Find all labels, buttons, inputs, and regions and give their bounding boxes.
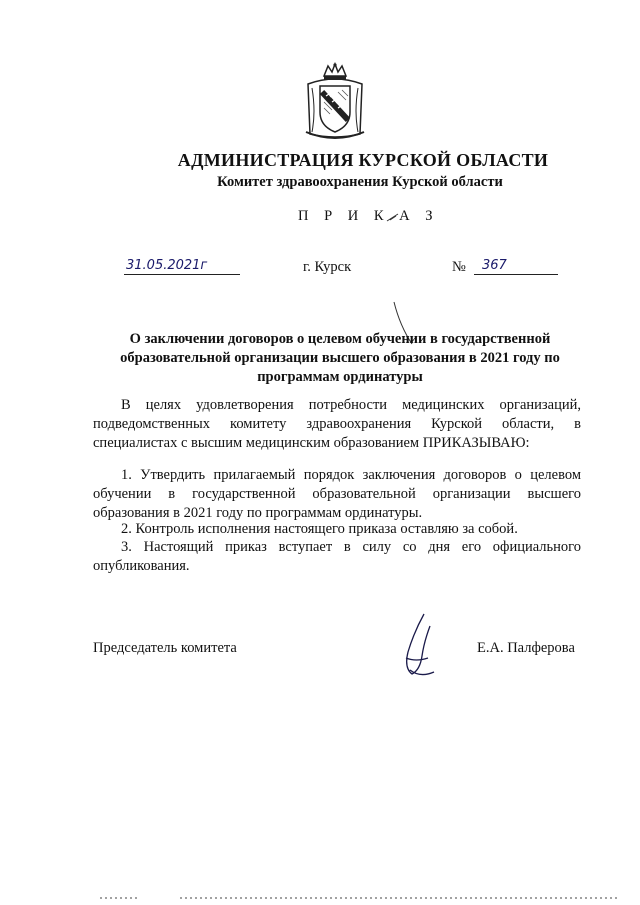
document-date: 31.05.2021г: [124, 258, 240, 275]
signatory-role: Председатель комитета: [93, 640, 237, 656]
scan-artifact-lines: [100, 896, 640, 900]
committee-subtitle: Комитет здравоохранения Курской области: [217, 174, 503, 190]
document-type: П Р И К А З: [298, 208, 439, 224]
document-number: 367: [474, 258, 558, 275]
organization-title: АДМИНИСТРАЦИЯ КУРСКОЙ ОБЛАСТИ: [177, 150, 549, 170]
handwritten-signature-icon: [394, 612, 438, 682]
document-city: г. Курск: [303, 259, 352, 275]
coat-of-arms-icon: [302, 62, 368, 142]
intro-paragraph: В целях удовлетворения потребности медицинских организаций, подведомственных комитету здравоохранения Курской области, в специалистах с высшим медицинским образованием ПРИКАЗЫВАЮ:: [93, 397, 581, 451]
order-item-2: 2. Контроль исполнения настоящего приказа оставляю за собой.: [121, 521, 518, 537]
order-item-1: 1. Утвердить прилагаемый порядок заключения договоров о целевом обучении в государственной образовательной организации высшего образования в 2021 году по программам ординатуры.: [93, 467, 581, 521]
pen-mark-icon: [386, 212, 400, 222]
number-label: №: [452, 259, 466, 275]
order-item-3: 3. Настоящий приказ вступает в силу со дня его официального опубликования.: [93, 539, 581, 574]
document-heading: О заключении договоров о целевом обучении в государственной образовательной организации высшего образования в 2021 году по программам ординатуры: [120, 331, 560, 385]
signatory-name: Е.А. Палферова: [477, 640, 575, 656]
